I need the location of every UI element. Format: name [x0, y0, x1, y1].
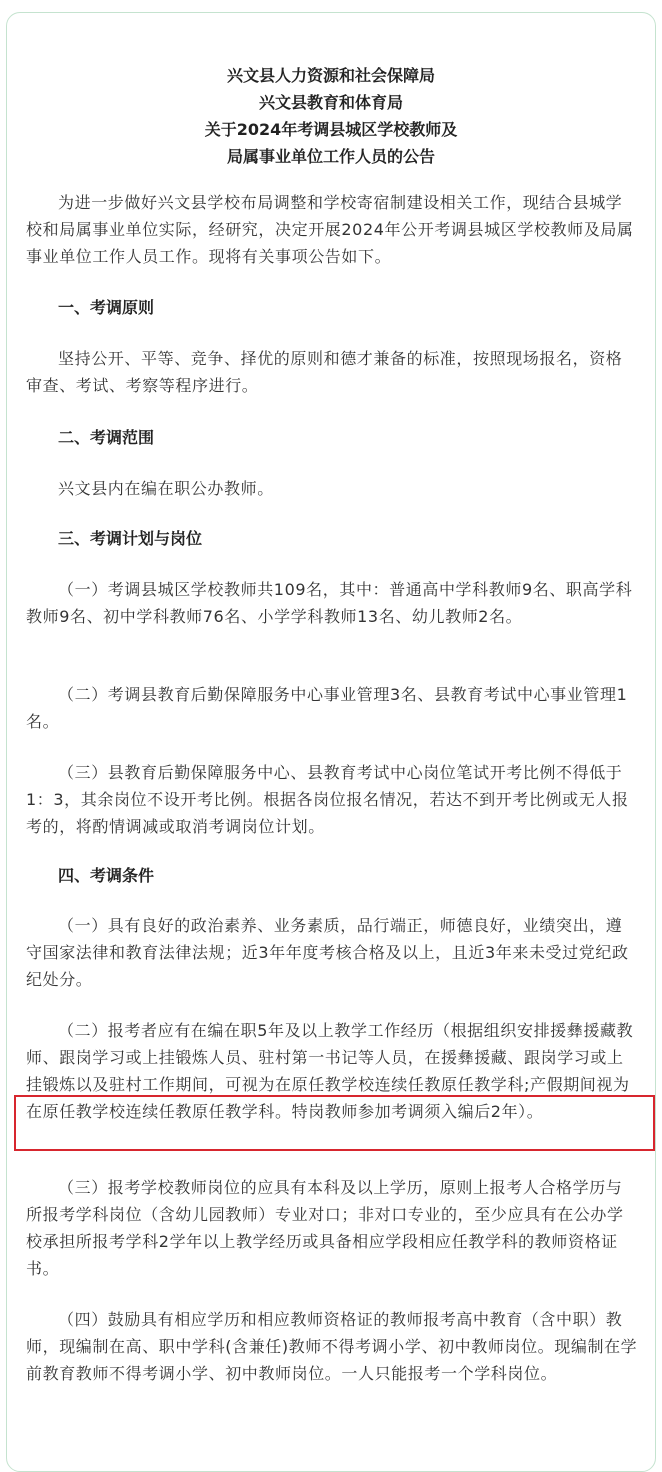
title-line-4: 局属事业单位工作人员的公告	[226, 147, 435, 166]
paragraph-conditions-2: （二）报考者应有在编在职5年及以上教学工作经历（根据组织安排援彝援藏教师、跟岗学习或上挂锻炼人员、驻村第一书记等人员，在援彝援藏、跟岗学习或上挂锻炼以及驻村工作期间，可视为在原任教学校连续任教原任教学科;产假期间视为在原任教学校连续任教原任教学科。特岗教师参加考调须入编后2年）。	[26, 1021, 634, 1121]
paragraph-plan-3: （三）县教育后勤保障服务中心、县教育考试中心岗位笔试开考比例不得低于1：3，其余岗位不设开考比例。根据各岗位报名情况，若达不到开考比例或无人报考的，将酌情调减或取消考调岗位计划。	[26, 763, 629, 836]
section-heading-plan: 三、考调计划与岗位	[58, 529, 203, 548]
section-heading-conditions: 四、考调条件	[58, 866, 155, 885]
paragraph-plan-2: （二）考调县教育后勤保障服务中心事业管理3名、县教育考试中心事业管理1名。	[26, 685, 628, 731]
paragraph-principles: 坚持公开、平等、竞争、择优的原则和德才兼备的标准，按照现场报名，资格审查、考试、考察等程序进行。	[26, 349, 623, 395]
title-line-2: 兴文县教育和体育局	[258, 93, 403, 112]
document-title	[0, 62, 662, 170]
paragraph-conditions-1: （一）具有良好的政治素养、业务素质，品行端正，师德良好，业绩突出，遵守国家法律和教育法律法规；近3年年度考核合格及以上，且近3年来未受过党纪政纪处分。	[26, 916, 629, 989]
paragraph-scope: 兴文县内在编在职公办教师。	[58, 479, 274, 498]
section-heading-scope: 二、考调范围	[58, 428, 155, 447]
paragraph-conditions-4: （四）鼓励具有相应学历和相应教师资格证的教师报考高中教育（含中职）教师，现编制在高、职中学科(含兼任)教师不得考调小学、初中教师岗位。现编制在学前教育教师不得考调小学、初中教师岗位。一人只能报考一个学科岗位。	[26, 1310, 638, 1383]
section-heading-principles: 一、考调原则	[58, 298, 155, 317]
paragraph-conditions-3: （三）报考学校教师岗位的应具有本科及以上学历，原则上报考人合格学历与所报考学科岗位（含幼儿园教师）专业对口；非对口专业的，至少应具有在公办学校承担所报考学科2学年以上教学经历或具备相应学段相应任教学科的教师资格证书。	[26, 1178, 624, 1278]
paragraph-plan-1: （一）考调县城区学校教师共109名，其中：普通高中学科教师9名、职高学科教师9名、初中学科教师76名、小学学科教师13名、幼儿教师2名。	[26, 580, 633, 626]
title-line-3: 关于2024年考调县城区学校教师及	[204, 120, 458, 139]
intro-paragraph: 为进一步做好兴文县学校布局调整和学校寄宿制建设相关工作，现结合县城学校和局属事业单位实际，经研究，决定开展2024年公开考调县城区学校教师及局属事业单位工作人员工作。现将有关事项公告如下。	[26, 193, 634, 266]
title-line-1: 兴文县人力资源和社会保障局	[226, 66, 435, 85]
highlight-annotation-box	[14, 1095, 655, 1151]
